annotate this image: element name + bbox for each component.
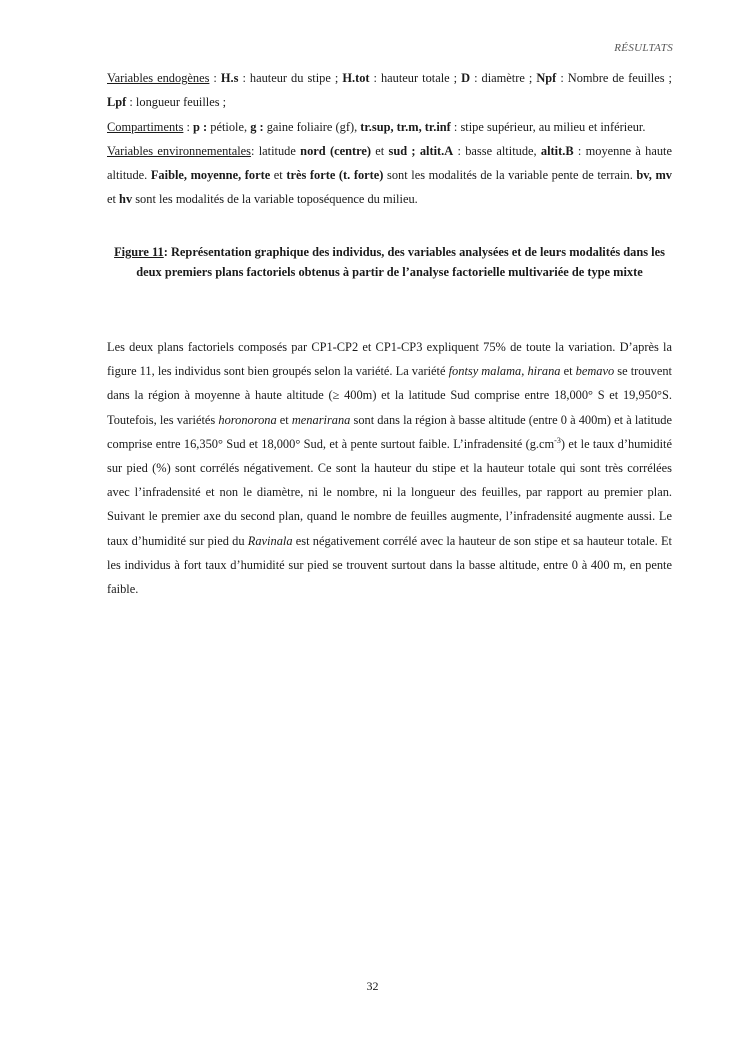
legend-text: : basse altitude,: [453, 143, 541, 158]
text-run: et: [560, 364, 576, 379]
legend-term: Compartiments: [107, 119, 184, 134]
legend-text: : hauteur du stipe ;: [238, 71, 343, 85]
figure-caption-text: : Représentation graphique des individus, des variables analysées et de leurs modalités dans les deux premiers plans factoriels obtenus à partir de l’analyse factorielle multivariée de type mixte: [136, 245, 665, 279]
legend-abbr: Lpf: [107, 95, 127, 110]
legend-text: :: [183, 119, 194, 134]
legend-text: : longueur feuilles ;: [126, 95, 227, 110]
legend-text: : hauteur totale ;: [369, 71, 462, 85]
figure-legend: [107, 66, 672, 212]
figure-caption: [107, 242, 672, 282]
legend-text: et: [370, 143, 389, 158]
legend-text: :: [209, 71, 221, 85]
legend-abbr: très forte (t. forte): [286, 168, 384, 183]
text-run: ) et le taux d’humidité sur pied (%) sont corrélés négativement. Ce sont la hauteur du stipe et la hauteur totale qui sont très corrélées avec l’infradensité et non le diamètre, ni le nombre, ni la longueur des feuilles, par rapport au premier plan. Suivant le premier axe du second plan, quand le nombre de feuilles augmente, l’infradensité augmente aussi. Le taux d’humidité sur pied du: [107, 436, 672, 548]
legend-text: : stipe supérieur, au milieu et inférieur.: [450, 119, 646, 134]
legend-text: : latitude: [250, 143, 301, 158]
legend-environmental: [107, 139, 672, 212]
legend-compartments: [107, 115, 672, 139]
species-name: Ravinala: [247, 533, 293, 548]
running-header: RÉSULTATS: [614, 42, 673, 54]
legend-abbr: H.tot: [342, 71, 370, 85]
page-number: 32: [366, 979, 379, 993]
legend-text: : Nombre de feuilles ;: [556, 71, 673, 85]
legend-abbr: D: [461, 71, 471, 85]
legend-abbr: sud ; altit.A: [388, 143, 454, 158]
legend-text: et: [270, 168, 287, 183]
legend-term: Variables environnementales: [107, 143, 251, 158]
species-name: menarirana: [291, 412, 351, 427]
legend-text: sont les modalités de la variable pente de terrain.: [383, 168, 637, 183]
legend-text: : diamètre ;: [470, 71, 537, 85]
text-run: sont dans la région à basse altitude (entre 0 à 400m) et à latitude comprise entre 16,350° Sud et 18,000° Sud, et à pente surtout faible. L’infradensité (g.cm: [107, 412, 673, 451]
species-name: hirana: [527, 364, 561, 379]
legend-abbr: tr.sup, tr.m, tr.inf: [360, 119, 451, 134]
text-run: est négativement corrélé avec la hauteur de son stipe et sa hauteur totale. Et les individus à fort taux d’humidité sur pied se trouvent surtout dans la basse altitude, entre 0 à 400 m, en pente faible.: [107, 533, 672, 597]
legend-abbr: bv, mv: [636, 168, 672, 183]
legend-text: sont les modalités de la variable toposéquence du milieu.: [132, 192, 418, 207]
figure-label: Figure 11: [114, 245, 164, 259]
body-paragraph: [107, 335, 672, 601]
species-name: horonorona: [218, 412, 277, 427]
text-run: ,: [521, 364, 528, 379]
legend-abbr: g :: [250, 119, 264, 134]
legend-abbr: H.s: [220, 71, 239, 85]
legend-abbr: Npf: [536, 71, 557, 85]
legend-text: gaine foliaire (gf),: [263, 119, 361, 134]
legend-abbr: Faible, moyenne, forte: [150, 168, 271, 183]
superscript: -3: [554, 435, 561, 445]
legend-endogenous: [107, 66, 672, 115]
legend-abbr: altit.B: [540, 143, 574, 158]
paragraph-text: [107, 335, 672, 601]
text-run: se trouvent dans la région à moyenne à haute altitude (≥ 400m) et la latitude Sud comprise entre 18,000° S et 19,950°S. Toutefois, les variétés: [107, 364, 673, 427]
species-name: fontsy malama: [448, 364, 522, 379]
species-name: bemavo: [575, 364, 615, 379]
text-run: et: [276, 412, 292, 427]
legend-text: et: [107, 192, 120, 207]
legend-text: pétiole,: [207, 119, 251, 134]
legend-abbr: p :: [193, 119, 208, 134]
legend-term: Variables endogènes: [107, 71, 210, 85]
text-run: Les deux plans factoriels composés par CP1-CP2 et CP1-CP3 expliquent 75% de toute la variation. D’après la figure 11, les individus sont bien groupés selon la variété. La variété: [107, 340, 672, 379]
legend-abbr: hv: [119, 192, 133, 207]
legend-abbr: nord (centre): [300, 143, 371, 158]
legend-text: : moyenne à haute altitude.: [107, 143, 672, 183]
